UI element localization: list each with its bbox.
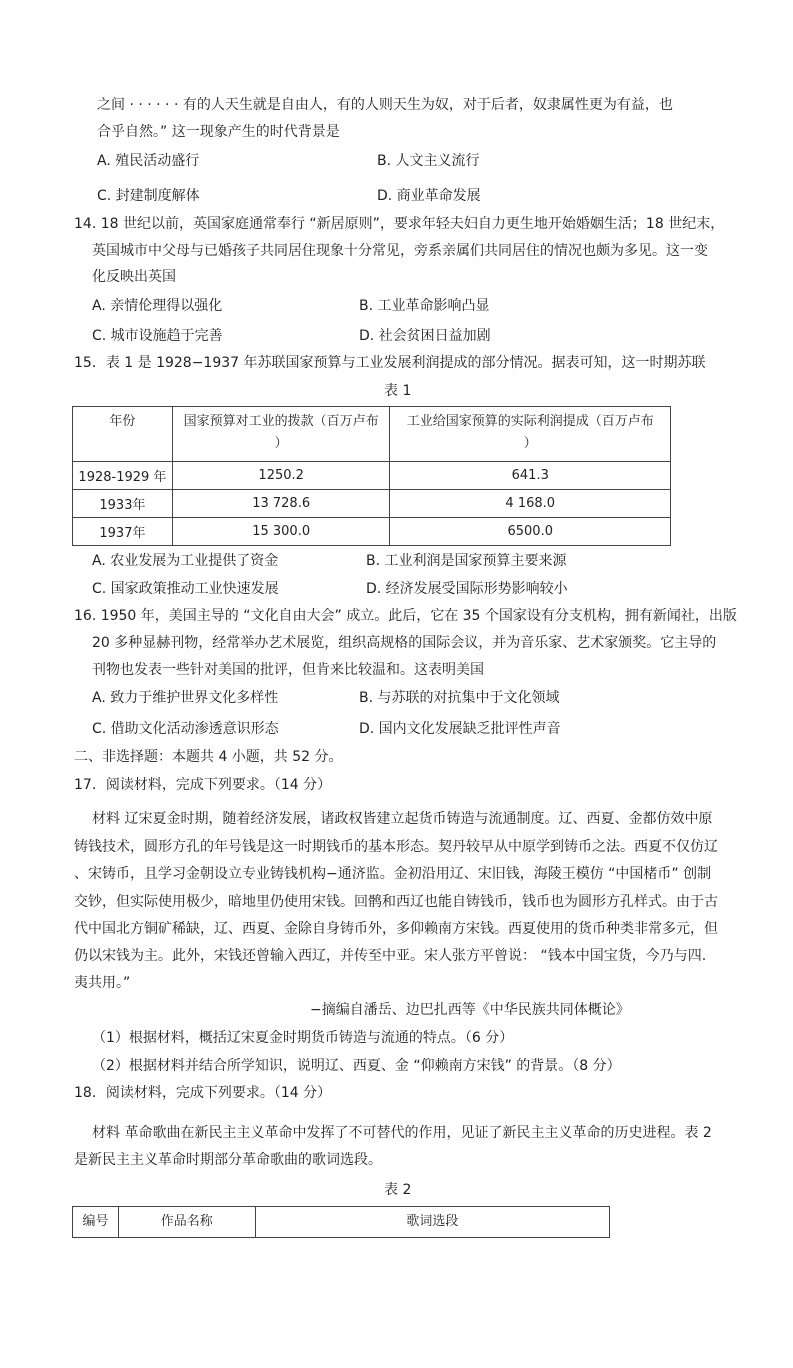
table-row (73, 462, 671, 490)
q15-cell-allocation: 15 300.0 (172, 518, 390, 546)
q17-material-line5: 代中国北方铜矿稀缺，辽、西夏、金除自身铸币外，多仰赖南方宋钱。西夏使用的货币种类非常多元，但 (74, 921, 718, 937)
q18-header-number: 编号 (73, 1207, 119, 1238)
q15-option-d: D. 经济发展受国际形势影响较小 (366, 581, 568, 597)
q17-sub2: （2）根据材料并结合所学知识，说明辽、西夏、金 “仰赖南方宋钱” 的背景。（8 分） (92, 1058, 621, 1074)
q14-stem-line1: 14. 18 世纪以前，英国家庭通常奉行 “新居原则”，要求年轻夫妇自力更生地开始婚姻生活；18 世纪末， (74, 216, 725, 232)
q16-stem-line3: 刊物也发表一些针对美国的批评，但肯来比较温和。这表明美国 (92, 662, 484, 678)
q15-table-title: 表 1 (384, 383, 412, 399)
q15-table (72, 406, 671, 546)
q13-stem-line1: 之间 · · · · · · 有的人天生就是自由人，有的人则天生为奴，对于后者，奴隶属性更为有益，也 (97, 97, 673, 113)
q15-option-c: C. 国家政策推动工业快速发展 (92, 581, 279, 597)
q17-title: 17．阅读材料，完成下列要求。（14 分） (74, 777, 332, 793)
q15-header-profit: 工业给国家预算的实际利润提成（百万卢布 ） (390, 407, 671, 462)
q17-material-line1: 材料 辽宋夏金时期，随着经济发展，诸政权皆建立起货币铸造与流通制度。辽、西夏、金都仿效中原 (92, 811, 713, 827)
q18-header-work: 作品名称 (118, 1207, 255, 1238)
q17-sub1: （1）根据材料，概括辽宋夏金时期货币铸造与流通的特点。（6 分） (92, 1030, 514, 1046)
q14-option-b: B. 工业革命影响凸显 (359, 298, 490, 314)
q13-option-b: B. 人文主义流行 (377, 153, 480, 169)
q15-cell-allocation: 13 728.6 (172, 490, 390, 518)
q16-option-c: C. 借助文化活动渗透意识形态 (92, 721, 279, 737)
table-row (73, 490, 671, 518)
q15-stem: 15．表 1 是 1928−1937 年苏联国家预算与工业发展利润提成的部分情况。据表可知，这一时期苏联 (74, 355, 706, 371)
q14-option-c: C. 城市设施趋于完善 (92, 328, 223, 344)
q18-header-lyrics: 歌词选段 (255, 1207, 609, 1238)
q15-cell-profit: 4 168.0 (390, 490, 671, 518)
q17-material-line3: 、宋铸币，且学习金朝设立专业铸钱机构−通济监。金初沿用辽、宋旧钱，海陵王模仿 “中国楮币” 创制 (74, 866, 712, 882)
q17-source: −摘编自潘岳、边巴扎西等《中华民族共同体概论》 (310, 1002, 630, 1018)
q18-table-header-row (73, 1207, 610, 1238)
q13-stem-line2: 合乎自然。” 这一现象产生的时代背景是 (97, 124, 340, 140)
q16-stem-line1: 16. 1950 年，美国主导的 “文化自由大会” 成立。此后，它在 35 个国家设有分支机构，拥有新闻社，出版 (74, 608, 737, 624)
section-heading: 二、非选择题：本题共 4 小题，共 52 分。 (74, 749, 343, 765)
q16-option-d: D. 国内文化发展缺乏批评性声音 (359, 721, 561, 737)
q17-material-line7: 夷共用。” (74, 975, 131, 991)
q18-title: 18．阅读材料，完成下列要求。（14 分） (74, 1085, 332, 1101)
q15-header-year: 年份 (73, 407, 173, 462)
q13-option-a: A. 殖民活动盛行 (97, 153, 200, 169)
q16-stem-line2: 20 多种显赫刊物，经常举办艺术展览，组织高规格的国际会议，并为音乐家、艺术家颁奖。它主导的 (92, 635, 717, 651)
q16-option-a: A. 致力于维护世界文化多样性 (92, 690, 279, 706)
q18-table-title: 表 2 (384, 1182, 412, 1198)
q15-option-a: A. 农业发展为工业提供了资金 (92, 553, 279, 569)
q14-option-d: D. 社会贫困日益加剧 (359, 328, 491, 344)
q17-material-line4: 交钞，但实际使用极少，暗地里仍使用宋钱。回鹘和西辽也能自铸钱币，钱币也为圆形方孔样式。由于古 (74, 894, 718, 910)
q17-material-line6: 仍以宋钱为主。此外，宋钱还曾输入西辽，并传至中亚。宋人张方平曾说： “钱本中国宝货，今乃与四. (74, 948, 707, 964)
q15-cell-profit: 641.3 (390, 462, 671, 490)
q16-option-b: B. 与苏联的对抗集中于文化领域 (359, 690, 560, 706)
q15-cell-year: 1933年 (73, 490, 173, 518)
q15-cell-year: 1928-1929 年 (73, 462, 173, 490)
q14-option-a: A. 亲情伦理得以强化 (92, 298, 223, 314)
q18-table (72, 1206, 610, 1238)
q14-stem-line3: 化反映出英国 (92, 269, 176, 285)
q15-option-b: B. 工业利润是国家预算主要来源 (366, 553, 567, 569)
q15-header-allocation: 国家预算对工业的拨款（百万卢布 ） (172, 407, 390, 462)
q13-option-d: D. 商业革命发展 (377, 188, 481, 204)
q15-cell-allocation: 1250.2 (172, 462, 390, 490)
q14-stem-line2: 英国城市中父母与已婚孩子共同居住现象十分常见，旁系亲属们共同居住的情况也颇为多见。这一变 (92, 243, 708, 259)
q17-material-line2: 铸钱技术，圆形方孔的年号钱是这一时期钱币的基本形态。契丹较早从中原学到铸币之法。西夏不仅仿辽 (74, 839, 718, 855)
q15-table-header-row (73, 407, 671, 462)
q13-option-c: C. 封建制度解体 (97, 188, 200, 204)
q15-cell-year: 1937年 (73, 518, 173, 546)
q18-material-line1: 材料 革命歌曲在新民主主义革命中发挥了不可替代的作用，见证了新民主主义革命的历史进程。表 2 (92, 1125, 712, 1141)
table-row (73, 518, 671, 546)
q15-cell-profit: 6500.0 (390, 518, 671, 546)
q18-material-line2: 是新民主主义革命时期部分革命歌曲的歌词选段。 (74, 1152, 382, 1168)
